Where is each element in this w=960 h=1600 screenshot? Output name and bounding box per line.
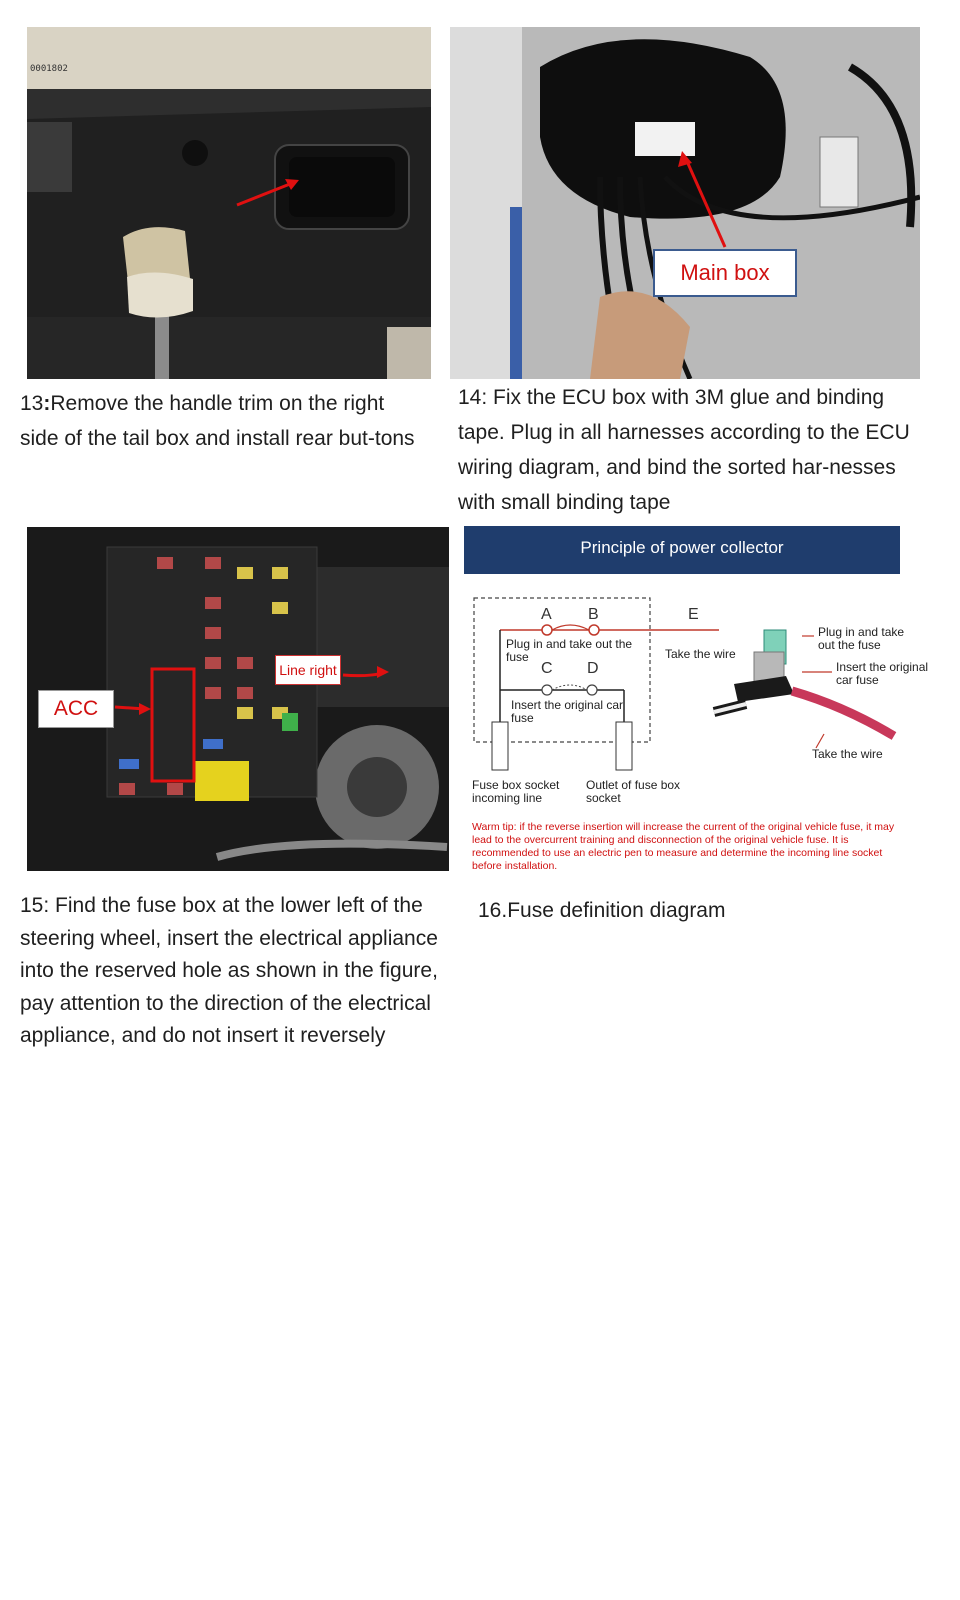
main-box-callout: Main box: [653, 249, 797, 297]
ecu-illustration: [450, 27, 920, 379]
insert-original-label: Insert the original car fuse: [511, 698, 624, 725]
step-13-text: Remove the handle trim on the right side of the tail box and install rear but-tons: [20, 392, 415, 450]
diagram-letter-c: C: [541, 660, 553, 677]
photo-tailgate-handle: [27, 27, 431, 379]
take-wire-bottom-label: Take the wire: [812, 747, 883, 761]
socket-incoming-label: Fuse box socket incoming line: [472, 778, 560, 805]
diagram-letter-b: B: [588, 606, 599, 623]
photo-label: 0001802: [30, 64, 68, 74]
acc-label: ACC: [38, 690, 114, 728]
outlet-socket-label: Outlet of fuse box socket: [586, 778, 681, 805]
photo-ecu-box: [450, 27, 920, 379]
diagram-letter-a: A: [541, 606, 552, 623]
right-plug-label: Plug in and take out the fuse: [818, 625, 905, 652]
power-collector-diagram: [464, 526, 930, 876]
plug-fuse-label: Plug in and take out the fuse: [506, 637, 633, 664]
diagram-letter-e: E: [688, 606, 699, 623]
line-right-label: Line right: [275, 655, 341, 685]
right-insert-label: Insert the original car fuse: [836, 660, 929, 687]
step-13-separator: :: [43, 392, 51, 415]
step-14-caption: 14: Fix the ECU box with 3M glue and binding tape. Plug in all harnesses according to the ECU wiring diagram, and bind the sorted har-nesses with small binding tape: [458, 386, 910, 514]
step-13-number: 13: [20, 392, 44, 415]
take-wire-top-label: Take the wire: [665, 647, 736, 661]
step-15-caption: 15: Find the fuse box at the lower left of the steering wheel, insert the electrical appliance into the reserved hole as shown in the figure, pay attention to the direction of the electrical appliance, and do not insert it reversely: [20, 894, 438, 1048]
step-16-caption: 16.Fuse definition diagram: [478, 899, 726, 922]
step-13-caption: [20, 386, 420, 456]
diagram-title: Principle of power collector: [464, 526, 900, 574]
tailgate-illustration: [27, 27, 431, 379]
warm-tip-text: Warm tip: if the reverse insertion will increase the current of the original vehicle fuse, it may lead to the overcurrent training and disconnection of the original vehicle fuse. It is recommended to use an electric pen to measure and determine the incoming line socket before installation.: [472, 821, 895, 872]
diagram-letter-d: D: [587, 660, 599, 677]
